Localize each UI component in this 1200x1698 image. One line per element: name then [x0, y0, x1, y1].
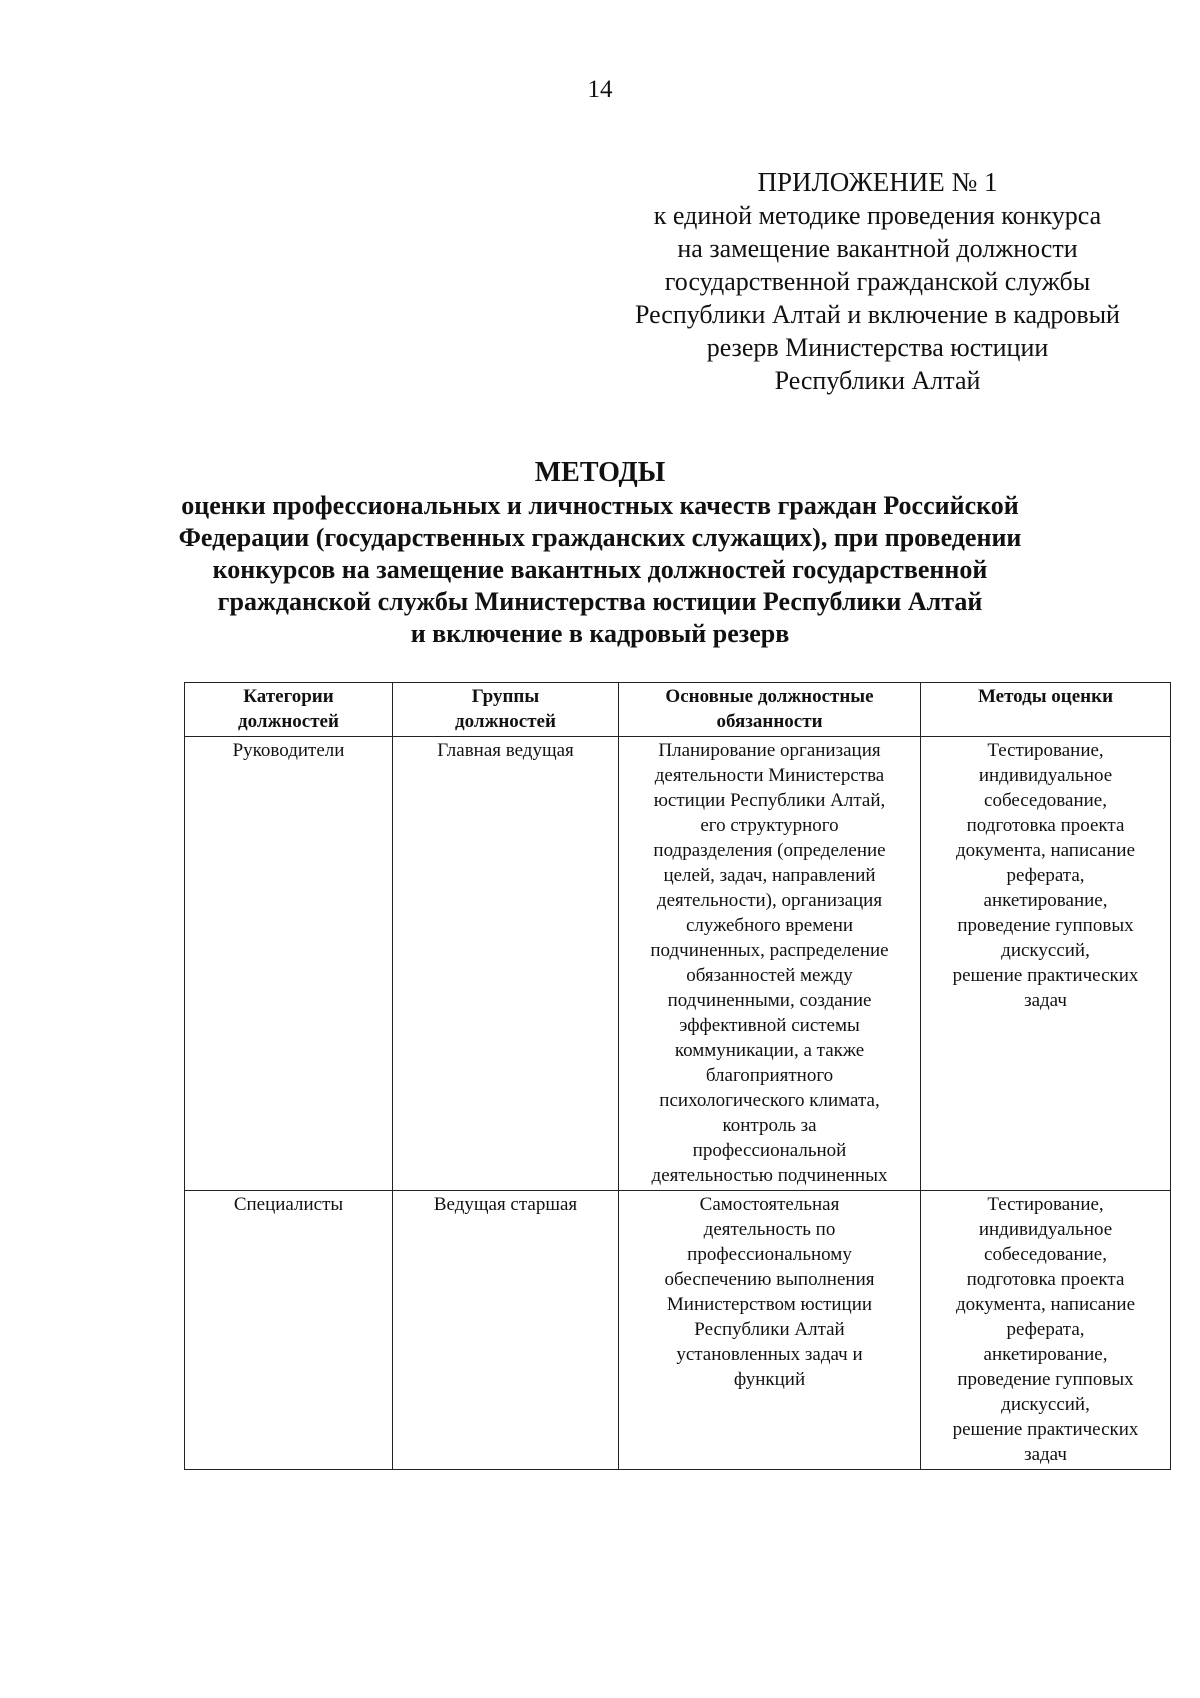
- header-duties: Основные должностные обязанности: [619, 683, 921, 737]
- cell-group: Главная ведущая: [393, 737, 619, 1191]
- document-title-line: Федерации (государственных гражданских служащих), при проведении: [178, 523, 1022, 552]
- table-header-row: [185, 683, 1171, 737]
- appendix-line: Республики Алтай и включение в кадровый: [635, 300, 1120, 329]
- appendix-block: [600, 166, 1155, 397]
- cell-duties: Планирование организация деятельности Министерства юстиции Республики Алтай, его структурного подразделения (определение целей, задач, направлений деятельности), организация служебного времени подчиненных, распределение обязанностей между подчиненными, создание эффективной системы коммуникации, а также благоприятного психологического климата, контроль за профессиональной деятельностью подчиненных: [619, 737, 921, 1191]
- appendix-line: к единой методике проведения конкурса: [653, 201, 1102, 230]
- table-row: [185, 737, 1171, 1191]
- appendix-line: резерв Министерства юстиции: [706, 333, 1049, 362]
- cell-group: Ведущая старшая: [393, 1191, 619, 1470]
- header-methods: Методы оценки: [921, 683, 1171, 737]
- document-title-line: оценки профессиональных и личностных качеств граждан Российской: [181, 491, 1019, 520]
- cell-category: Специалисты: [185, 1191, 393, 1470]
- appendix-line: государственной гражданской службы: [664, 267, 1091, 296]
- table-row: [185, 1191, 1171, 1470]
- appendix-line: на замещение вакантной должности: [677, 234, 1078, 263]
- cell-category: Руководители: [185, 737, 393, 1191]
- document-title-line: гражданской службы Министерства юстиции Республики Алтай: [217, 587, 983, 616]
- appendix-title: ПРИЛОЖЕНИЕ № 1: [757, 167, 998, 197]
- cell-duties: Самостоятельная деятельность по профессиональному обеспечению выполнения Министерством юстиции Республики Алтай установленных задач и функций: [619, 1191, 921, 1470]
- document-title-line: и включение в кадровый резерв: [410, 619, 790, 648]
- cell-methods: Тестирование, индивидуальное собеседование, подготовка проекта документа, написание реферата, анкетирование, проведение гупповых дискуссий, решение практических задач: [921, 1191, 1171, 1470]
- cell-methods: Тестирование, индивидуальное собеседование, подготовка проекта документа, написание реферата, анкетирование, проведение гупповых дискуссий, решение практических задач: [921, 737, 1171, 1191]
- page-number: 14: [587, 76, 613, 103]
- header-groups: Группы должностей: [393, 683, 619, 737]
- document-title: [160, 456, 1040, 650]
- methods-table: [184, 682, 1171, 1470]
- header-categories: Категории должностей: [185, 683, 393, 737]
- appendix-line: Республики Алтай: [774, 366, 981, 395]
- document-title-line: конкурсов на замещение вакантных должностей государственной: [212, 555, 988, 584]
- document-title-main: МЕТОДЫ: [534, 457, 666, 488]
